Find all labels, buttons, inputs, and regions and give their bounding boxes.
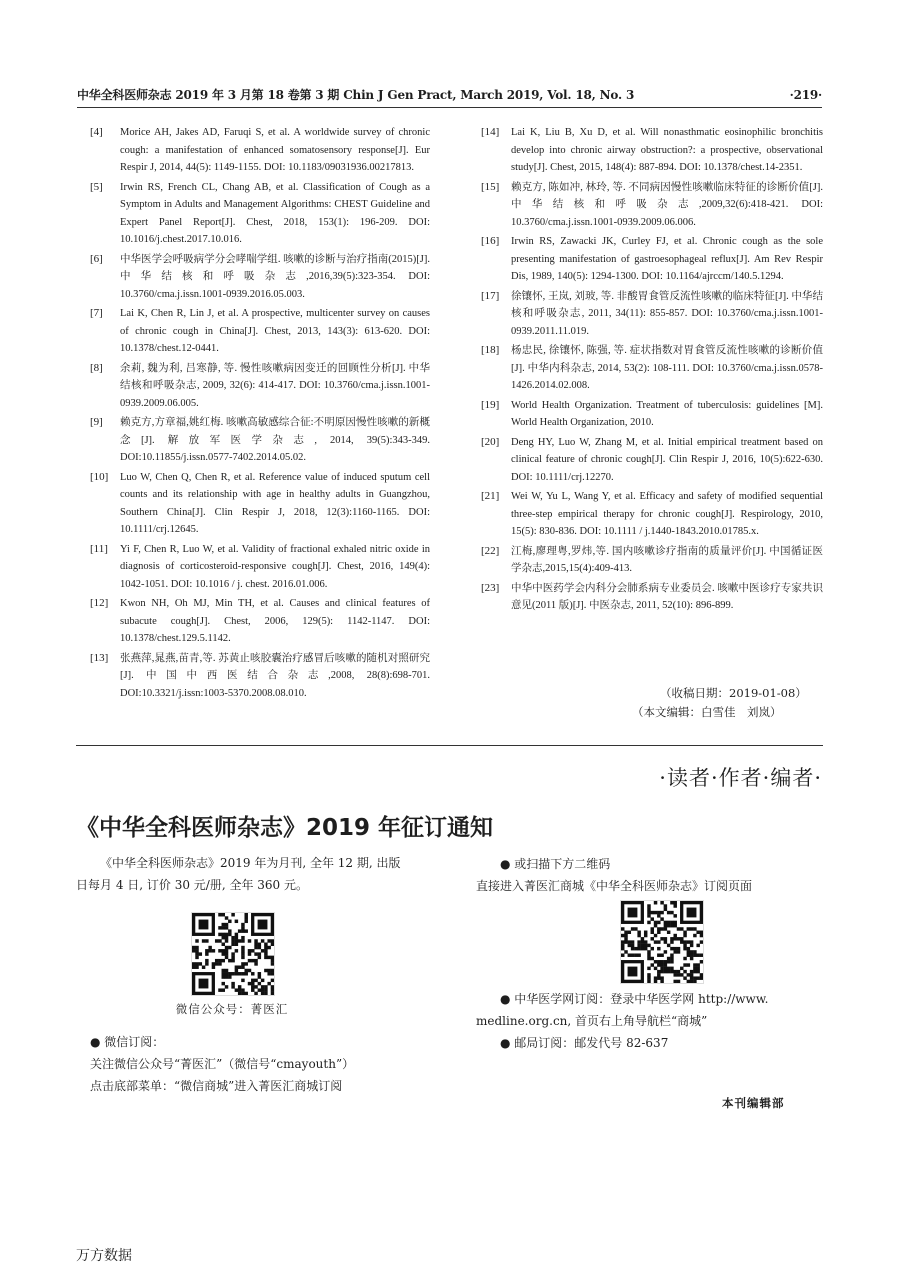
reference-text: World Health Organization. Treatment of tuberculosis: guidelines [M]. World Health Organization, 2010. <box>511 399 823 428</box>
scan-line-1: ● 或扫描下方二维码 <box>500 857 611 871</box>
reference-number: [12] <box>90 597 109 609</box>
wechat-subscription <box>90 1031 450 1097</box>
post-line: ● 邮局订阅：邮发代号 82-637 <box>500 1036 669 1050</box>
reference-number: [7] <box>90 307 103 319</box>
wechat-heading: ● 微信订阅： <box>90 1035 165 1049</box>
reference-item <box>90 179 430 249</box>
reference-text: Yi F, Chen R, Luo W, et al. Validity of fractional exhaled nitric oxide in diagnosis of corticosteroid-responsive cough[J]. Chest, 2016, 149(4): 1042-1051. DOI: 10.1016 / j. chest. 2016.01.006. <box>120 543 430 590</box>
reference-number: [14] <box>481 126 500 138</box>
reference-text: 张燕萍,晁燕,苗青,等. 苏黄止咳胶囊治疗感冒后咳嗽的随机对照研究[J]. 中国中西医结合杂志,2008, 28(8):698-701. DOI:10.3321/j.issn:1003-5370.2008.08.010. <box>120 652 430 699</box>
reference-number: [22] <box>481 544 500 557</box>
reference-number: [23] <box>481 581 500 594</box>
journal-citation: 中华全科医师杂志 2019 年 3 月第 18 卷第 3 期 Chin J Gen Pract, March 2019, Vol. 18, No. 3 <box>77 88 635 102</box>
reference-number: [15] <box>481 180 500 193</box>
reference-item <box>481 580 823 615</box>
wechat-qr-code-icon <box>191 912 275 996</box>
reference-text: Lai K, Liu B, Xu D, et al. Will nonasthmatic eosinophilic bronchitis develop into chronic airway obstruction?: a prospective, observational study[J]. Chest, 2015, 148(4): 887-894. DOI: 10.1378/chest.14-2351. <box>511 127 823 173</box>
reference-text: Irwin RS, French CL, Chang AB, et al. Classification of Cough as a Symptom in Adults and Management Algorithms: CHEST Guideline and Expert Panel Report[J]. Chest, 2018, 153(1): 196-209. DOI: 10.1016/j.chest.2017.10.016. <box>120 181 430 245</box>
scan-instructions <box>476 853 826 897</box>
intro-line-1: 《中华全科医师杂志》2019 年为月刊, 全年 12 期, 出版 <box>100 856 401 870</box>
reference-text: Luo W, Chen Q, Chen R, et al. Reference value of induced sputum cell counts and its relationship with age in healthy adults in Guangzhou, Southern China[J]. Clin Respir J, 2018, 12(3):1160-1165. DOI: 10.1111/crj.12645. <box>120 471 430 535</box>
reference-text: 中华医学会呼吸病学分会哮喘学组. 咳嗽的诊断与治疗指南(2015)[J]. 中华结核和呼吸杂志,2016,39(5):323-354. DOI: 10.3760/cma.j.issn.1001-0939.2016.05.003. <box>120 253 430 300</box>
reference-number: [4] <box>90 126 103 138</box>
reference-text: Kwon NH, Oh MJ, Min TH, et al. Causes and clinical features of subacute cough[J]. Chest, 2006, 129(5): 1142-1147. DOI: 10.1378/chest.129.5.1142. <box>120 598 430 644</box>
reference-text: 徐镶怀, 王岚, 刘玻, 等. 非酸胃食管反流性咳嗽的临床特征[J]. 中华结核和呼吸杂志, 2011, 34(11): 855-857. DOI: 10.3760/cma.j.issn.1001-0939.2011.11.019. <box>511 290 823 337</box>
reference-number: [8] <box>90 361 103 374</box>
reference-text: Irwin RS, Zawacki JK, Curley FJ, et al. Chronic cough as the sole presenting manifestation of gastroesophageal reflux[J]. Am Rev Respir Dis, 1989, 140(5): 1294-1300. DOI: 10.1164/ajrccm/140.5.1294. <box>511 236 823 282</box>
editorial-department: 本刊编辑部 <box>722 1096 785 1110</box>
reference-number: [6] <box>90 252 103 265</box>
page-number: ·219· <box>789 88 822 102</box>
reference-number: [17] <box>481 289 500 302</box>
header-rule <box>77 107 822 108</box>
reference-item <box>90 595 430 648</box>
qr-caption: 微信公众号：菁医汇 <box>175 1002 289 1016</box>
reference-item <box>481 288 823 341</box>
reference-number: [10] <box>90 470 109 483</box>
scan-line-2: 直接进入菁医汇商城《中华全科医师杂志》订阅页面 <box>476 879 753 893</box>
subscription-intro <box>76 852 434 896</box>
reference-item <box>481 543 823 578</box>
reference-text: Lai K, Chen R, Lin J, et al. A prospective, multicenter survey on causes of chronic cough in China[J]. Chest, 2013, 143(3): 613-620. DOI: 10.1378/chest.12-0441. <box>120 308 430 354</box>
section-tag: ·读者·作者·编者· <box>659 766 822 790</box>
reference-text: Wei W, Yu L, Wang Y, et al. Efficacy and safety of modified sequential three-step empirical therapy for chronic cough[J]. Respirology, 2010, 15(5): 830-836. DOI: 10.1111 / j.1440-1843.2010.01785.x. <box>511 491 823 537</box>
wechat-line-2: 点击底部菜单：“微信商城”进入菁医汇商城订阅 <box>90 1079 343 1093</box>
reference-text: Morice AH, Jakes AD, Faruqi S, et al. A worldwide survey of chronic cough: a manifestation of enhanced somatosensory response[J]. Eur Respir J, 2014, 44(5): 1149-1155. DOI: 10.1183/09031936.00217813. <box>120 127 430 173</box>
reference-number: [16] <box>481 235 500 247</box>
reference-number: [9] <box>90 416 103 428</box>
mall-qr-code-icon <box>620 900 704 984</box>
reference-number: [11] <box>90 542 108 555</box>
reference-text: Deng HY, Luo W, Zhang M, et al. Initial empirical treatment based on clinical feature of chronic cough[J]. Clin Respir J, 2016, 10(5):622-630. DOI: 10.1111/crj.12270. <box>511 436 823 483</box>
reference-item <box>90 305 430 358</box>
reference-item <box>481 179 823 232</box>
reference-number: [19] <box>481 398 500 411</box>
references-right-column <box>481 124 823 617</box>
reference-text: 赖克方, 陈如冲, 林玲, 等. 不同病因慢性咳嗽临床特征的诊断价值[J]. 中华结核和呼吸杂志,2009,32(6):418-421. DOI: 10.3760/cma.j.issn.1001-0939.2009.06.006. <box>511 181 823 228</box>
reference-text: 杨忠民, 徐镶怀, 陈强, 等. 症状指数对胃食管反流性咳嗽的诊断价值[J]. 中华内科杂志, 2014, 53(2): 108-111. DOI: 10.3760/cma.j.issn.0578-1426.2014.02.008. <box>511 345 823 391</box>
reference-number: [20] <box>481 435 500 448</box>
reference-item <box>481 397 823 432</box>
web-line-1: ● 中华医学网订阅：登录中华医学网 http://www. <box>500 992 769 1006</box>
reference-text: 余莉, 魏为利, 吕寒静, 等. 慢性咳嗽病因变迁的回顾性分析[J]. 中华结核和呼吸杂志, 2009, 32(6): 414-417. DOI: 10.3760/cma.j.issn.1001-0939.2009.06.005. <box>120 362 430 409</box>
references-left-column <box>90 124 430 704</box>
web-line-2: medline.org.cn, 首页右上角导航栏“商城” <box>476 1014 708 1028</box>
reference-item <box>481 434 823 487</box>
footer-watermark: 万方数据 <box>76 1248 132 1264</box>
reference-number: [13] <box>90 651 109 664</box>
reference-number: [5] <box>90 180 103 193</box>
reference-item <box>90 414 430 467</box>
reference-text: 中华中医药学会内科分会肺系病专业委员会. 咳嗽中医诊疗专家共识意见(2011 版)[J]. 中医杂志, 2011, 52(10): 896-899. <box>511 582 823 611</box>
reference-item <box>481 124 823 177</box>
reference-number: [21] <box>481 490 500 502</box>
reference-item <box>481 233 823 286</box>
reference-item <box>90 650 430 703</box>
wechat-line-1: 关注微信公众号“菁医汇”（微信号“cmayouth”） <box>90 1057 355 1071</box>
reference-item <box>90 124 430 177</box>
reference-item <box>481 342 823 395</box>
reference-item <box>90 251 430 304</box>
other-subscription-methods <box>476 988 826 1054</box>
article-editors: （本文编辑：白雪佳 刘岚） <box>632 705 782 719</box>
reference-item <box>481 488 823 541</box>
reference-item <box>90 541 430 594</box>
intro-line-2: 日每月 4 日, 订价 30 元/册, 全年 360 元。 <box>76 878 308 892</box>
reference-item <box>90 469 430 539</box>
running-header <box>77 86 822 104</box>
received-date: （收稿日期：2019-01-08） <box>660 686 807 700</box>
reference-text: 赖克方,方章福,姚红梅. 咳嗽高敏感综合征:不明原因慢性咳嗽的新概念[J]. 解放军医学杂志, 2014, 39(5):343-349. DOI:10.11855/j.issn.0577-7402.2014.05.02. <box>120 417 430 463</box>
notice-title: 《中华全科医师杂志》2019 年征订通知 <box>76 815 494 841</box>
reference-number: [18] <box>481 344 500 356</box>
reference-text: 江梅,廖理粤,罗炜,等. 国内咳嗽诊疗指南的质量评价[J]. 中国循证医学杂志,2015,15(4):409-413. <box>511 545 823 574</box>
section-divider <box>76 745 823 746</box>
reference-item <box>90 360 430 413</box>
